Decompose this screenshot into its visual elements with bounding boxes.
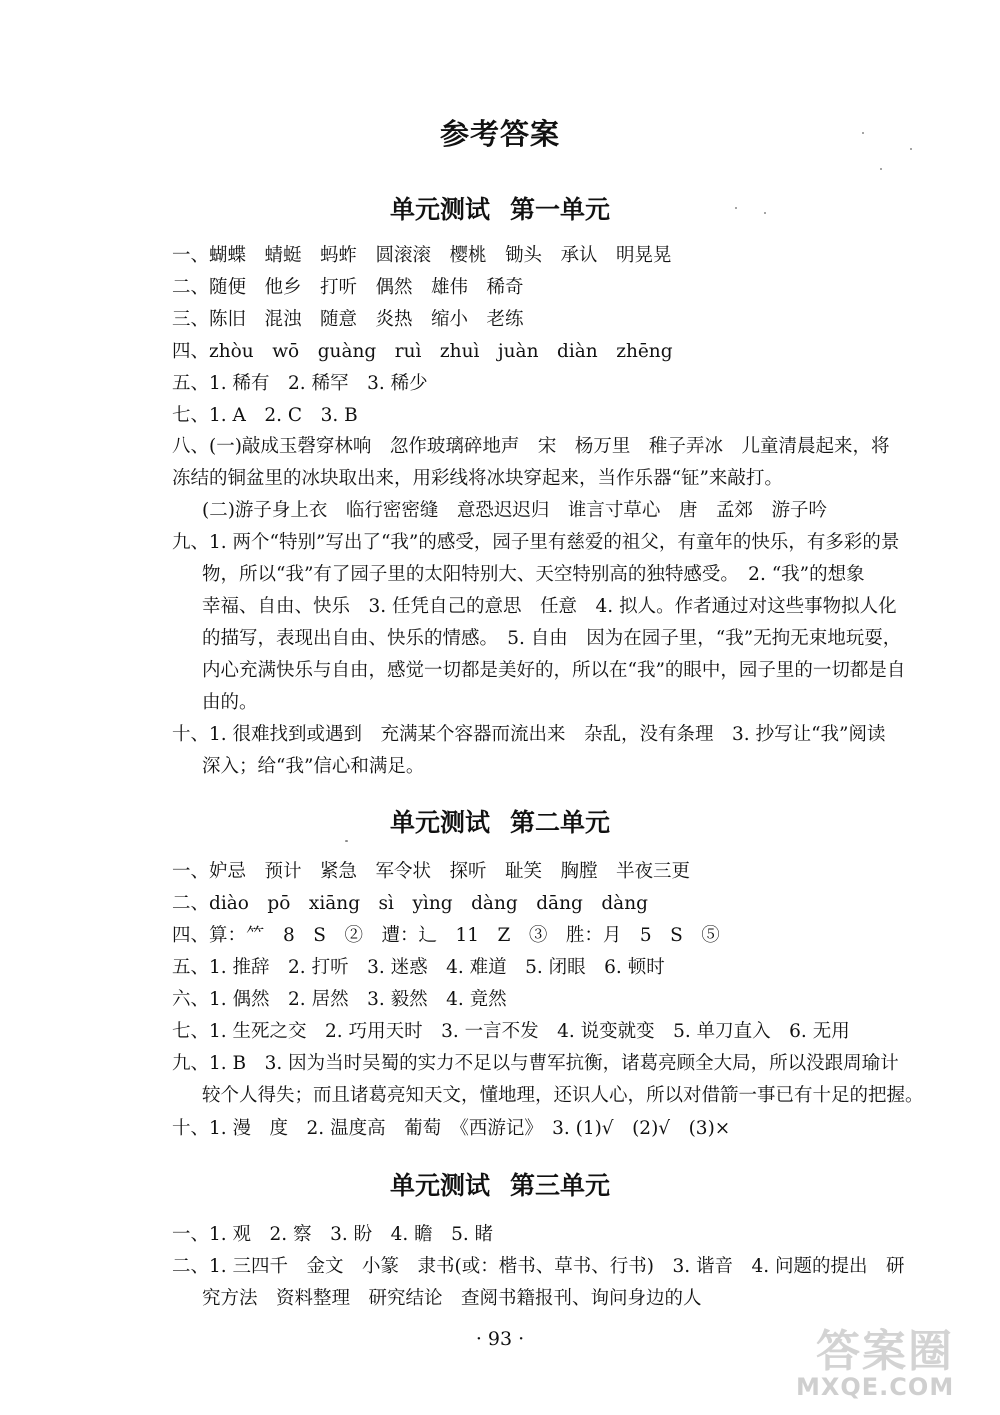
answer-line: 四、算：⺮ 8 S ② 遭：辶 11 Z ③ 胜：月 5 S ⑤	[172, 925, 720, 946]
scan-speck	[764, 212, 766, 214]
answer-line: 三、陈旧 混浊 随意 炎热 缩小 老练	[172, 309, 524, 330]
answer-line: 内心充满快乐与自由，感觉一切都是美好的，所以在“我”的眼中，园子里的一切都是自	[202, 660, 906, 681]
answer-line: 二、diào pō xiāng sì yìng dàng dāng dàng	[172, 893, 648, 914]
unit-3-title-b: 第三单元	[510, 1171, 611, 1200]
scan-speck	[880, 168, 882, 170]
unit-2-title-b: 第二单元	[510, 808, 611, 837]
answer-line: 一、蝴蝶 蜻蜓 蚂蚱 圆滚滚 樱桃 锄头 承认 明晃晃	[172, 245, 672, 266]
answer-line: 一、妒忌 预计 紧急 军令状 探听 耻笑 胸膛 半夜三更	[172, 861, 691, 882]
watermark-logo: 答案圈	[816, 1326, 954, 1377]
watermark	[796, 1315, 986, 1405]
unit-3-title	[0, 1166, 1000, 1202]
unit-1-title-a: 单元测试	[389, 195, 490, 224]
unit-2-title	[0, 803, 1000, 839]
scan-speck	[910, 148, 912, 150]
scan-speck	[735, 207, 737, 209]
unit-1-title	[0, 190, 1000, 226]
answer-line: 四、zhòu wō guàng ruì zhuì juàn diàn zhēng	[172, 341, 673, 362]
answer-line: 由的。	[202, 692, 258, 713]
unit-2-title-a: 单元测试	[389, 808, 490, 837]
answer-line: 的描写，表现出自由、快乐的情感。 5. 自由 因为在园子里，“我”无拘无束地玩耍，	[202, 628, 902, 649]
page-number: · 93 ·	[475, 1328, 525, 1350]
answer-line: 七、1. 生死之交 2. 巧用天时 3. 一言不发 4. 说变就变 5. 单刀直入 6. 无用	[172, 1021, 850, 1042]
answer-line: 较个人得失；而且诸葛亮知天文，懂地理，还识人心，所以对借箭一事已有十足的把握。	[202, 1085, 924, 1106]
answer-line: 五、1. 推辞 2. 打听 3. 迷惑 4. 难道 5. 闭眼 6. 顿时	[172, 957, 665, 978]
answer-line: 究方法 资料整理 研究结论 查阅书籍报刊、询问身边的人	[202, 1288, 702, 1309]
answer-line: 八、(一)敲成玉磬穿林响 忽作玻璃碎地声 宋 杨万里 稚子弄冰 儿童清晨起来，将	[172, 436, 890, 457]
answer-line: 二、随便 他乡 打听 偶然 雄伟 稀奇	[172, 277, 524, 298]
answer-line: 七、1. A 2. C 3. B	[172, 405, 358, 426]
page-title: 参考答案	[439, 117, 560, 151]
answer-line: 幸福、自由、快乐 3. 任凭自己的意思 任意 4. 拟人。作者通过对这些事物拟人化	[202, 596, 897, 617]
answer-line: (二)游子身上衣 临行密密缝 意恐迟迟归 谁言寸草心 唐 孟郊 游子吟	[202, 500, 827, 521]
answer-line: 物，所以“我”有了园子里的太阳特别大、天空特别高的独特感受。 2. “我”的想象	[202, 564, 865, 585]
watermark-url: MXQE.COM	[796, 1373, 955, 1401]
scan-speck	[345, 840, 348, 842]
answer-line: 九、1. B 3. 因为当时吴蜀的实力不足以与曹军抗衡，诸葛亮顾全大局，所以没跟周瑜计	[172, 1053, 899, 1074]
unit-1-title-b: 第一单元	[510, 195, 611, 224]
answer-line: 六、1. 偶然 2. 居然 3. 毅然 4. 竟然	[172, 989, 507, 1010]
unit-3-title-a: 单元测试	[389, 1171, 490, 1200]
answer-line: 五、1. 稀有 2. 稀罕 3. 稀少	[172, 373, 428, 394]
answer-line: 二、1. 三四千 金文 小篆 隶书(或：楷书、草书、行书) 3. 谐音 4. 问题的提出 研	[172, 1256, 905, 1277]
answer-line: 冻结的铜盆里的冰块取出来，用彩线将冰块穿起来，当作乐器“钲”来敲打。	[172, 468, 783, 489]
answer-line: 十、1. 漫 度 2. 温度高 葡萄 《西游记》 3. (1)√ (2)√ (3)×	[172, 1118, 731, 1139]
answer-line: 一、1. 观 2. 察 3. 盼 4. 瞻 5. 睹	[172, 1224, 494, 1245]
answer-line: 深入；给“我”信心和满足。	[202, 756, 425, 777]
scan-speck	[862, 132, 864, 134]
answer-line: 十、1. 很难找到或遇到 充满某个容器而流出来 杂乱，没有条理 3. 抄写让“我”阅读	[172, 724, 886, 745]
answer-line: 九、1. 两个“特别”写出了“我”的感受，园子里有慈爱的祖父，有童年的快乐，有多彩的景	[172, 532, 900, 553]
